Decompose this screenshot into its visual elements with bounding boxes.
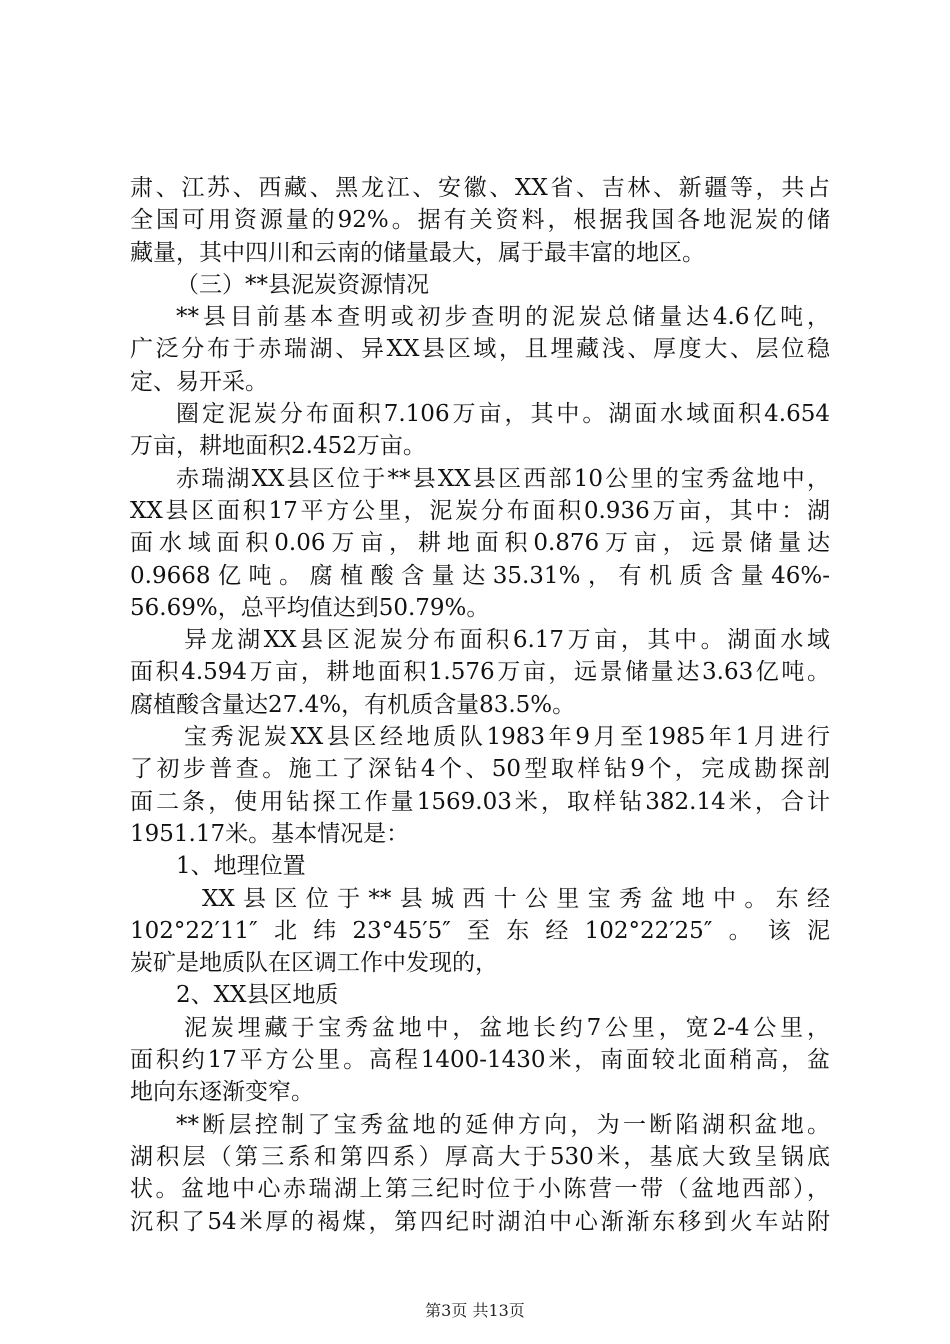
paragraph-line: 状。盆地中心赤瑞湖上第三纪时位于小陈营一带（盆地西部），: [130, 1176, 830, 1203]
paragraph-line: **县目前基本查明或初步查明的泥炭总储量达4.6亿吨，: [176, 304, 830, 331]
section-heading: （三）**县泥炭资源情况: [176, 271, 429, 298]
paragraph-line: 广泛分布于赤瑞湖、异XX县区域，且埋藏浅、厚度大、层位稳: [130, 336, 830, 363]
paragraph-line: 炭矿是地质队在区调工作中发现的，: [130, 950, 498, 977]
paragraph-line: 肃、江苏、西藏、黑龙江、安徽、XX省、吉林、新疆等，共占: [130, 175, 830, 201]
paragraph-line: 宝秀泥炭XX县区经地质队1983年9月至1985年1月进行: [184, 724, 830, 751]
paragraph-line: 沉积了54米厚的褐煤，第四纪时湖泊中心渐渐东移到火车站附: [130, 1208, 830, 1235]
paragraph-line: 了初步普查。施工了深钻4个、50型取样钻9个，完成勘探剖: [130, 756, 830, 783]
paragraph-line: XX县区面积17平方公里，泥炭分布面积0.936万亩，其中：湖: [130, 497, 830, 524]
paragraph-line: 1951.17米。基本情况是：: [130, 820, 410, 847]
paragraph-line: 面水域面积0.06万亩，耕地面积0.876万亩，远景储量达: [130, 530, 830, 557]
paragraph-line: 定、易开采。: [130, 368, 268, 395]
section-heading: 1、地理位置: [176, 853, 306, 880]
paragraph-line: 地向东逐渐变窄。: [130, 1079, 314, 1106]
paragraph-line: 万亩，耕地面积2.452万亩。: [130, 433, 426, 460]
paragraph-line: 腐植酸含量达27.4%，有机质含量83.5%。: [130, 691, 576, 718]
paragraph-line: **断层控制了宝秀盆地的延伸方向，为一断陷湖积盆地。: [176, 1111, 830, 1138]
paragraph-line: 圈定泥炭分布面积7.106万亩，其中。湖面水域面积4.654: [176, 401, 830, 428]
paragraph-line: 湖积层（第三系和第四系）厚高大于530米，基底大致呈锅底: [130, 1143, 830, 1170]
paragraph-line: 全国可用资源量的92%。据有关资料，根据我国各地泥炭的储: [130, 207, 830, 234]
body-text: [130, 172, 830, 1238]
section-heading: 2、XX县区地质: [176, 982, 339, 1009]
paragraph-line: 面积约17平方公里。高程1400-1430米，南面较北面稍高，盆: [130, 1047, 830, 1074]
paragraph-line: 0.9668亿吨。腐植酸含量达35.31%，有机质含量46%-: [130, 562, 830, 589]
paragraph-line: 102°22′11″北纬23°45′5″至东经102°22′25″。该泥: [130, 917, 830, 944]
paragraph-line: 面积4.594万亩，耕地面积1.576万亩，远景储量达3.63亿吨。: [130, 659, 830, 686]
paragraph-line: 异龙湖XX县区泥炭分布面积6.17万亩，其中。湖面水域: [184, 627, 830, 654]
paragraph-line: 藏量，其中四川和云南的储量最大，属于最丰富的地区。: [130, 239, 705, 266]
paragraph-line: 泥炭埋藏于宝秀盆地中，盆地长约7公里，宽2-4公里，: [184, 1014, 830, 1041]
paragraph-line: 面二条，使用钻探工作量1569.03米，取样钻382.14米，合计: [130, 788, 830, 815]
paragraph-line: 56.69%，总平均值达到50.79%。: [130, 594, 490, 621]
paragraph-line: XX县区位于**县城西十公里宝秀盆地中。东经: [202, 885, 830, 912]
page-footer: 第3页 共13页: [425, 1301, 525, 1320]
paragraph-line: 赤瑞湖XX县区位于**县XX县区西部10公里的宝秀盆地中，: [176, 465, 830, 492]
